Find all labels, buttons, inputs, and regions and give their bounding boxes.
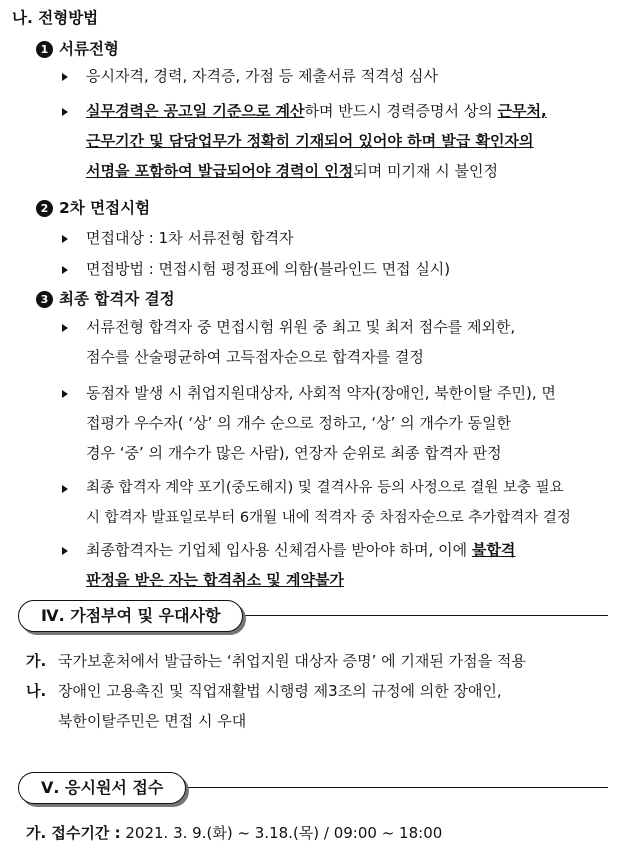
bullet-icon: [62, 547, 68, 555]
section-5-title: Ⅴ. 응시원서 접수: [18, 772, 186, 804]
bullet-icon: [62, 485, 68, 493]
doc-stage-heading: [36, 37, 119, 59]
interview-title: 2차 면접시험: [59, 199, 151, 217]
bullet-icon: [62, 324, 68, 332]
final-item-2-line-1: 동점자 발생 시 취업지원대상자, 사회적 약자(장애인, 북한이탈 주민), 면: [86, 384, 556, 402]
section-4-a-label: 가.: [26, 652, 47, 670]
final-item-4-line-2: 판정을 받은 자는 합격취소 및 계약불가: [86, 571, 344, 589]
final-title: 최종 합격자 결정: [59, 290, 175, 308]
interview-item-1: 면접대상 : 1차 서류전형 합격자: [86, 229, 294, 247]
final-item-2-line-2: 접평가 우수자( ‘상’ 의 개수 순으로 정하고, ‘상’ 의 개수가 동일한: [86, 414, 512, 432]
section-5-a: [26, 822, 442, 843]
number-badge-1: 1: [36, 41, 53, 58]
bullet-icon: [62, 73, 68, 81]
bullet-icon: [62, 235, 68, 243]
final-item-3-line-1: 최종 합격자 계약 포기(중도해지) 및 결격사유 등의 사정으로 결원 보충 필요: [86, 480, 564, 496]
number-badge-3: 3: [36, 291, 53, 308]
section-4-b-line-2: 북한이탈주민은 면접 시 우대: [58, 712, 247, 730]
section-5-a-text: 2021. 3. 9.(화) ~ 3.18.(목) / 09:00 ~ 18:00: [125, 824, 443, 842]
section-4-b-line-1: 장애인 고용촉진 및 직업재활법 시행령 제3조의 규정에 의한 장애인,: [58, 682, 502, 700]
final-heading: [36, 287, 175, 309]
method-heading: 나. 전형방법: [12, 9, 99, 27]
number-badge-2: 2: [36, 200, 53, 217]
final-item-1-line-1: 서류전형 합격자 중 면접시험 위원 중 최고 및 최저 점수를 제외한,: [86, 318, 516, 336]
final-item-2-line-3: 경우 ‘중’ 의 개수가 많은 사람), 연장자 순위로 최종 합격자 판정: [86, 444, 502, 462]
final-item-3-line-2: 시 합격자 발표일로부터 6개월 내에 적격자 중 차점자순으로 추가합격자 결정: [86, 510, 571, 526]
bullet-icon: [62, 266, 68, 274]
interview-heading: [36, 196, 150, 218]
bullet-icon: [62, 390, 68, 398]
section-4-a-text: 국가보훈처에서 발급하는 ‘취업지원 대상자 증명’ 에 기재된 가점을 적용: [58, 652, 526, 670]
doc-stage-item-2-line-3: 서명을 포함하여 발급되어야 경력이 인정되며 미기재 시 불인정: [86, 162, 498, 180]
doc-stage-title: 서류전형: [59, 40, 119, 58]
final-item-4-line-1: 최종합격자는 기업체 입사용 신체검사를 받아야 하며, 이에 불합격: [86, 541, 516, 559]
section-4-b-label: 나.: [26, 682, 47, 700]
interview-item-2: 면접방법 : 면접시험 평정표에 의함(블라인드 면접 실시): [86, 260, 451, 278]
doc-stage-item-2-line-1: 실무경력은 공고일 기준으로 계산하며 반드시 경력증명서 상의 근무처,: [86, 102, 547, 120]
final-item-1-line-2: 점수를 산술평균하여 고득점자순으로 합격자를 결정: [86, 348, 424, 366]
section-5-a-label: 가. 접수기간 :: [26, 824, 121, 842]
doc-stage-item-2-line-2: 근무기간 및 담당업무가 정확히 기재되어 있어야 하며 발급 확인자의: [86, 132, 534, 150]
section-4-title: Ⅳ. 가점부여 및 우대사항: [18, 600, 243, 632]
doc-stage-item-1: 응시자격, 경력, 자격증, 가점 등 제출서류 적격성 심사: [86, 67, 438, 85]
bullet-icon: [62, 108, 68, 116]
